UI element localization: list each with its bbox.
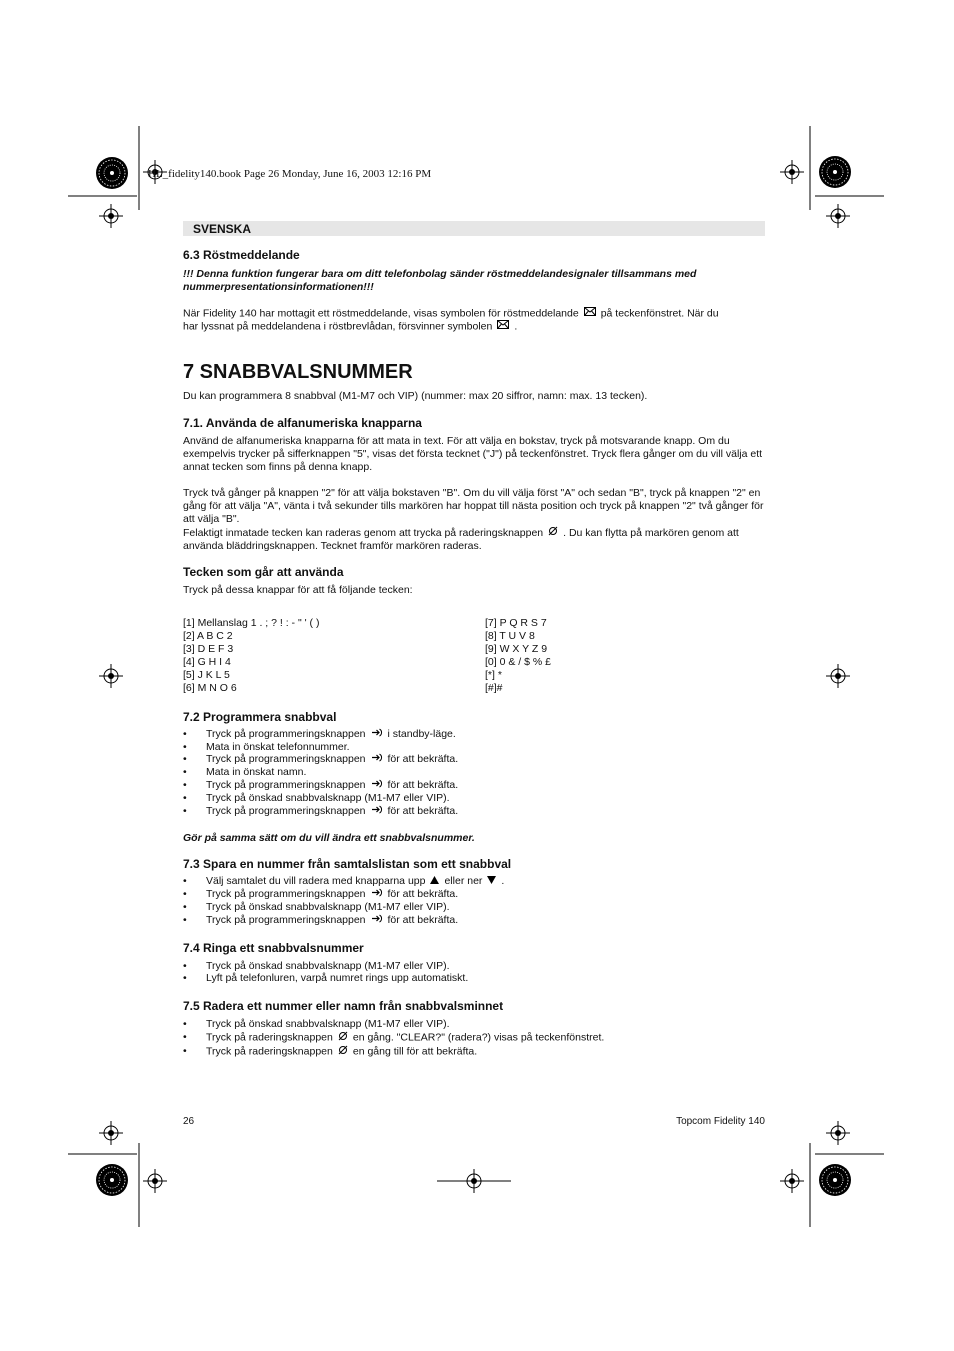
language-bar xyxy=(183,221,765,236)
section-7-3-list-rest xyxy=(183,888,765,927)
item-text: Välj samtalet du vill radera med knapparna upp xyxy=(206,875,426,888)
chars-table xyxy=(183,617,765,695)
char-row: [0] 0 & / $ % £ xyxy=(485,655,551,668)
para-3a: Felaktigt inmatade tecken kan raderas genom att trycka på raderingsknappen xyxy=(183,526,544,539)
item-text: för att bekräfta. xyxy=(387,753,459,766)
section-7-1-para-3 xyxy=(183,526,765,553)
char-row: [*] * xyxy=(485,668,502,681)
section-7-2-list xyxy=(183,728,765,818)
char-row: [#]# xyxy=(485,681,503,694)
section-7-1-title: 7.1. Använda de alfanumeriska knapparna xyxy=(183,415,422,430)
chapter-7-title: 7 SNABBVALSNUMMER xyxy=(183,360,413,383)
footer-product: Topcom Fidelity 140 xyxy=(676,1116,765,1127)
list-item xyxy=(183,875,765,888)
char-row: [6] M N O 6 xyxy=(183,681,237,694)
item-text: Tryck på programmeringsknappen xyxy=(206,805,366,818)
char-row: [7] P Q R S 7 xyxy=(485,616,547,629)
section-7-1-para-1: Använd de alfanumeriska knapparna för att mata in text. För att välja en bokstav, tryck på motsvarande knapp. Om du exempelvis trycker på sifferknappen "5", visas det första tecknet ("J") på teckenfönstret. Tryck flera gånger om du vill välja ett annat tecken som finns på denna knapp. xyxy=(183,434,763,473)
language-label: SVENSKA xyxy=(193,222,252,236)
list-item xyxy=(183,914,765,927)
chapter-7-intro: Du kan programmera 8 snabbval (M1-M7 och VIP) (nummer: max 20 siffror, namn: max. 13 tecken). xyxy=(183,389,648,402)
item-text: Tryck på raderingsknappen xyxy=(206,1031,333,1044)
item-text: en gång till för att bekräfta. xyxy=(352,1045,478,1058)
item-text: en gång. "CLEAR?" (radera?) visas på teckenfönstret. xyxy=(352,1031,605,1044)
list-item: • Tryck på önskad snabbvalsknapp (M1-M7 eller VIP). xyxy=(183,960,765,973)
voicemail-text-2b: . xyxy=(514,320,518,333)
list-item xyxy=(183,1045,765,1059)
list-item xyxy=(183,766,765,779)
item-text: Tryck på raderingsknappen xyxy=(206,1045,333,1058)
section-7-3-title: 7.3 Spara en nummer från samtalslistan som ett snabbval xyxy=(183,856,512,871)
arrow-down-icon xyxy=(487,875,496,888)
section-7-5-title: 7.5 Radera ett nummer eller namn från snabbvalsminnet xyxy=(183,999,504,1014)
envelope-icon xyxy=(497,320,509,333)
list-item: • Lyft på telefonluren, varpå numret rings upp automatiskt. xyxy=(183,972,765,985)
item-text: Tryck på programmeringsknappen xyxy=(206,727,366,740)
list-item xyxy=(183,1031,765,1045)
list-item xyxy=(183,741,765,754)
program-key-icon xyxy=(371,914,383,927)
delete-icon xyxy=(338,1045,348,1059)
char-row: [1] Mellanslag 1 . ; ? ! : - " ' ( ) xyxy=(183,616,320,629)
program-key-icon xyxy=(371,779,383,792)
section-7-4-title: 7.4 Ringa ett snabbvalsnummer xyxy=(183,940,364,955)
list-item xyxy=(183,792,765,805)
item-text: i standby-läge. xyxy=(387,727,456,740)
envelope-icon xyxy=(584,307,596,320)
section-7-2-note: Gör på samma sätt om du vill ändra ett snabbvalsnummer. xyxy=(183,831,475,844)
list-item xyxy=(183,805,765,818)
list-item xyxy=(183,728,765,741)
item-text: för att bekräfta. xyxy=(387,805,459,818)
program-key-icon xyxy=(371,888,383,901)
voicemail-text-1b: på teckenfönstret. När du xyxy=(600,307,719,320)
section-7-5-list xyxy=(183,1018,765,1058)
program-key-icon xyxy=(371,728,383,741)
voicemail-text-1a: När Fidelity 140 har mottagit ett röstmeddelande, visas symbolen för röstmeddelande xyxy=(183,307,579,320)
page-content xyxy=(183,249,765,1059)
list-item xyxy=(183,888,765,901)
list-item xyxy=(183,901,765,914)
item-text: för att bekräfta. xyxy=(387,888,459,901)
list-item xyxy=(183,779,765,792)
program-key-icon xyxy=(371,805,383,818)
section-7-4-list xyxy=(183,960,765,986)
char-row: [8] T U V 8 xyxy=(485,629,535,642)
book-info: HL_fidelity140.book Page 26 Monday, June 16, 2003 12:16 PM xyxy=(148,168,432,180)
section-6-3-warning: !!! Denna funktion fungerar bara om ditt telefonbolag sänder röstmeddelandesignaler tillsammans med nummerpresentationsinformationen!!! xyxy=(183,268,697,293)
item-text: för att bekräfta. xyxy=(387,913,459,926)
item-text: Tryck på programmeringsknappen xyxy=(206,888,366,901)
item-text: . xyxy=(501,875,505,888)
char-row: [9] W X Y Z 9 xyxy=(485,642,548,655)
delete-icon xyxy=(548,526,558,540)
item-text: Mata in önskat telefonnummer. xyxy=(206,740,350,753)
section-6-3-title: 6.3 Röstmeddelande xyxy=(183,248,300,262)
char-row: [4] G H I 4 xyxy=(183,655,231,668)
item-text: Tryck på programmeringsknappen xyxy=(206,913,366,926)
item-text: Tryck på önskad snabbvalsknapp (M1-M7 eller VIP). xyxy=(206,900,450,913)
section-7-1-para-2: Tryck två gånger på knappen "2" för att välja bokstaven "B". Om du vill välja först "A" och sedan "B", tryck på knappen "2" en gång för att välja "A", vänta i två sekunder tills markören har hoppat till nästa position och tryck på knappen "2" två gånger för att välja "B". xyxy=(183,486,764,525)
chars-right-column xyxy=(485,617,765,695)
chars-intro: Tryck på dessa knappar för att få följande tecken: xyxy=(183,583,413,596)
chars-title: Tecken som går att använda xyxy=(183,564,344,579)
para-3b: . Du kan flytta på markören genom att använda bläddringsknappen. Tecknet framför markören raderas. xyxy=(183,526,739,552)
item-text: Tryck på önskad snabbvalsknapp (M1-M7 eller VIP). xyxy=(206,792,450,805)
program-key-icon xyxy=(371,753,383,766)
section-7-3-list xyxy=(183,875,765,888)
section-6-3-text xyxy=(183,307,765,334)
page-number: 26 xyxy=(183,1116,195,1127)
arrow-up-icon xyxy=(430,875,439,888)
list-item xyxy=(183,753,765,766)
item-text: för att bekräfta. xyxy=(387,779,459,792)
item-text: Tryck på programmeringsknappen xyxy=(206,779,366,792)
char-row: [2] A B C 2 xyxy=(183,629,233,642)
char-row: [3] D E F 3 xyxy=(183,642,234,655)
delete-icon xyxy=(338,1031,348,1045)
list-item: • Tryck på önskad snabbvalsknapp (M1-M7 eller VIP). xyxy=(183,1018,765,1031)
item-text: eller ner xyxy=(444,875,483,888)
chars-left-column xyxy=(183,617,485,695)
voicemail-text-2a: har lyssnat på meddelandena i röstbrevlådan, försvinner symbolen xyxy=(183,320,493,333)
section-7-2-title: 7.2 Programmera snabbval xyxy=(183,709,337,724)
item-text: Mata in önskat namn. xyxy=(206,766,307,779)
item-text: Tryck på programmeringsknappen xyxy=(206,753,366,766)
char-row: [5] J K L 5 xyxy=(183,668,230,681)
